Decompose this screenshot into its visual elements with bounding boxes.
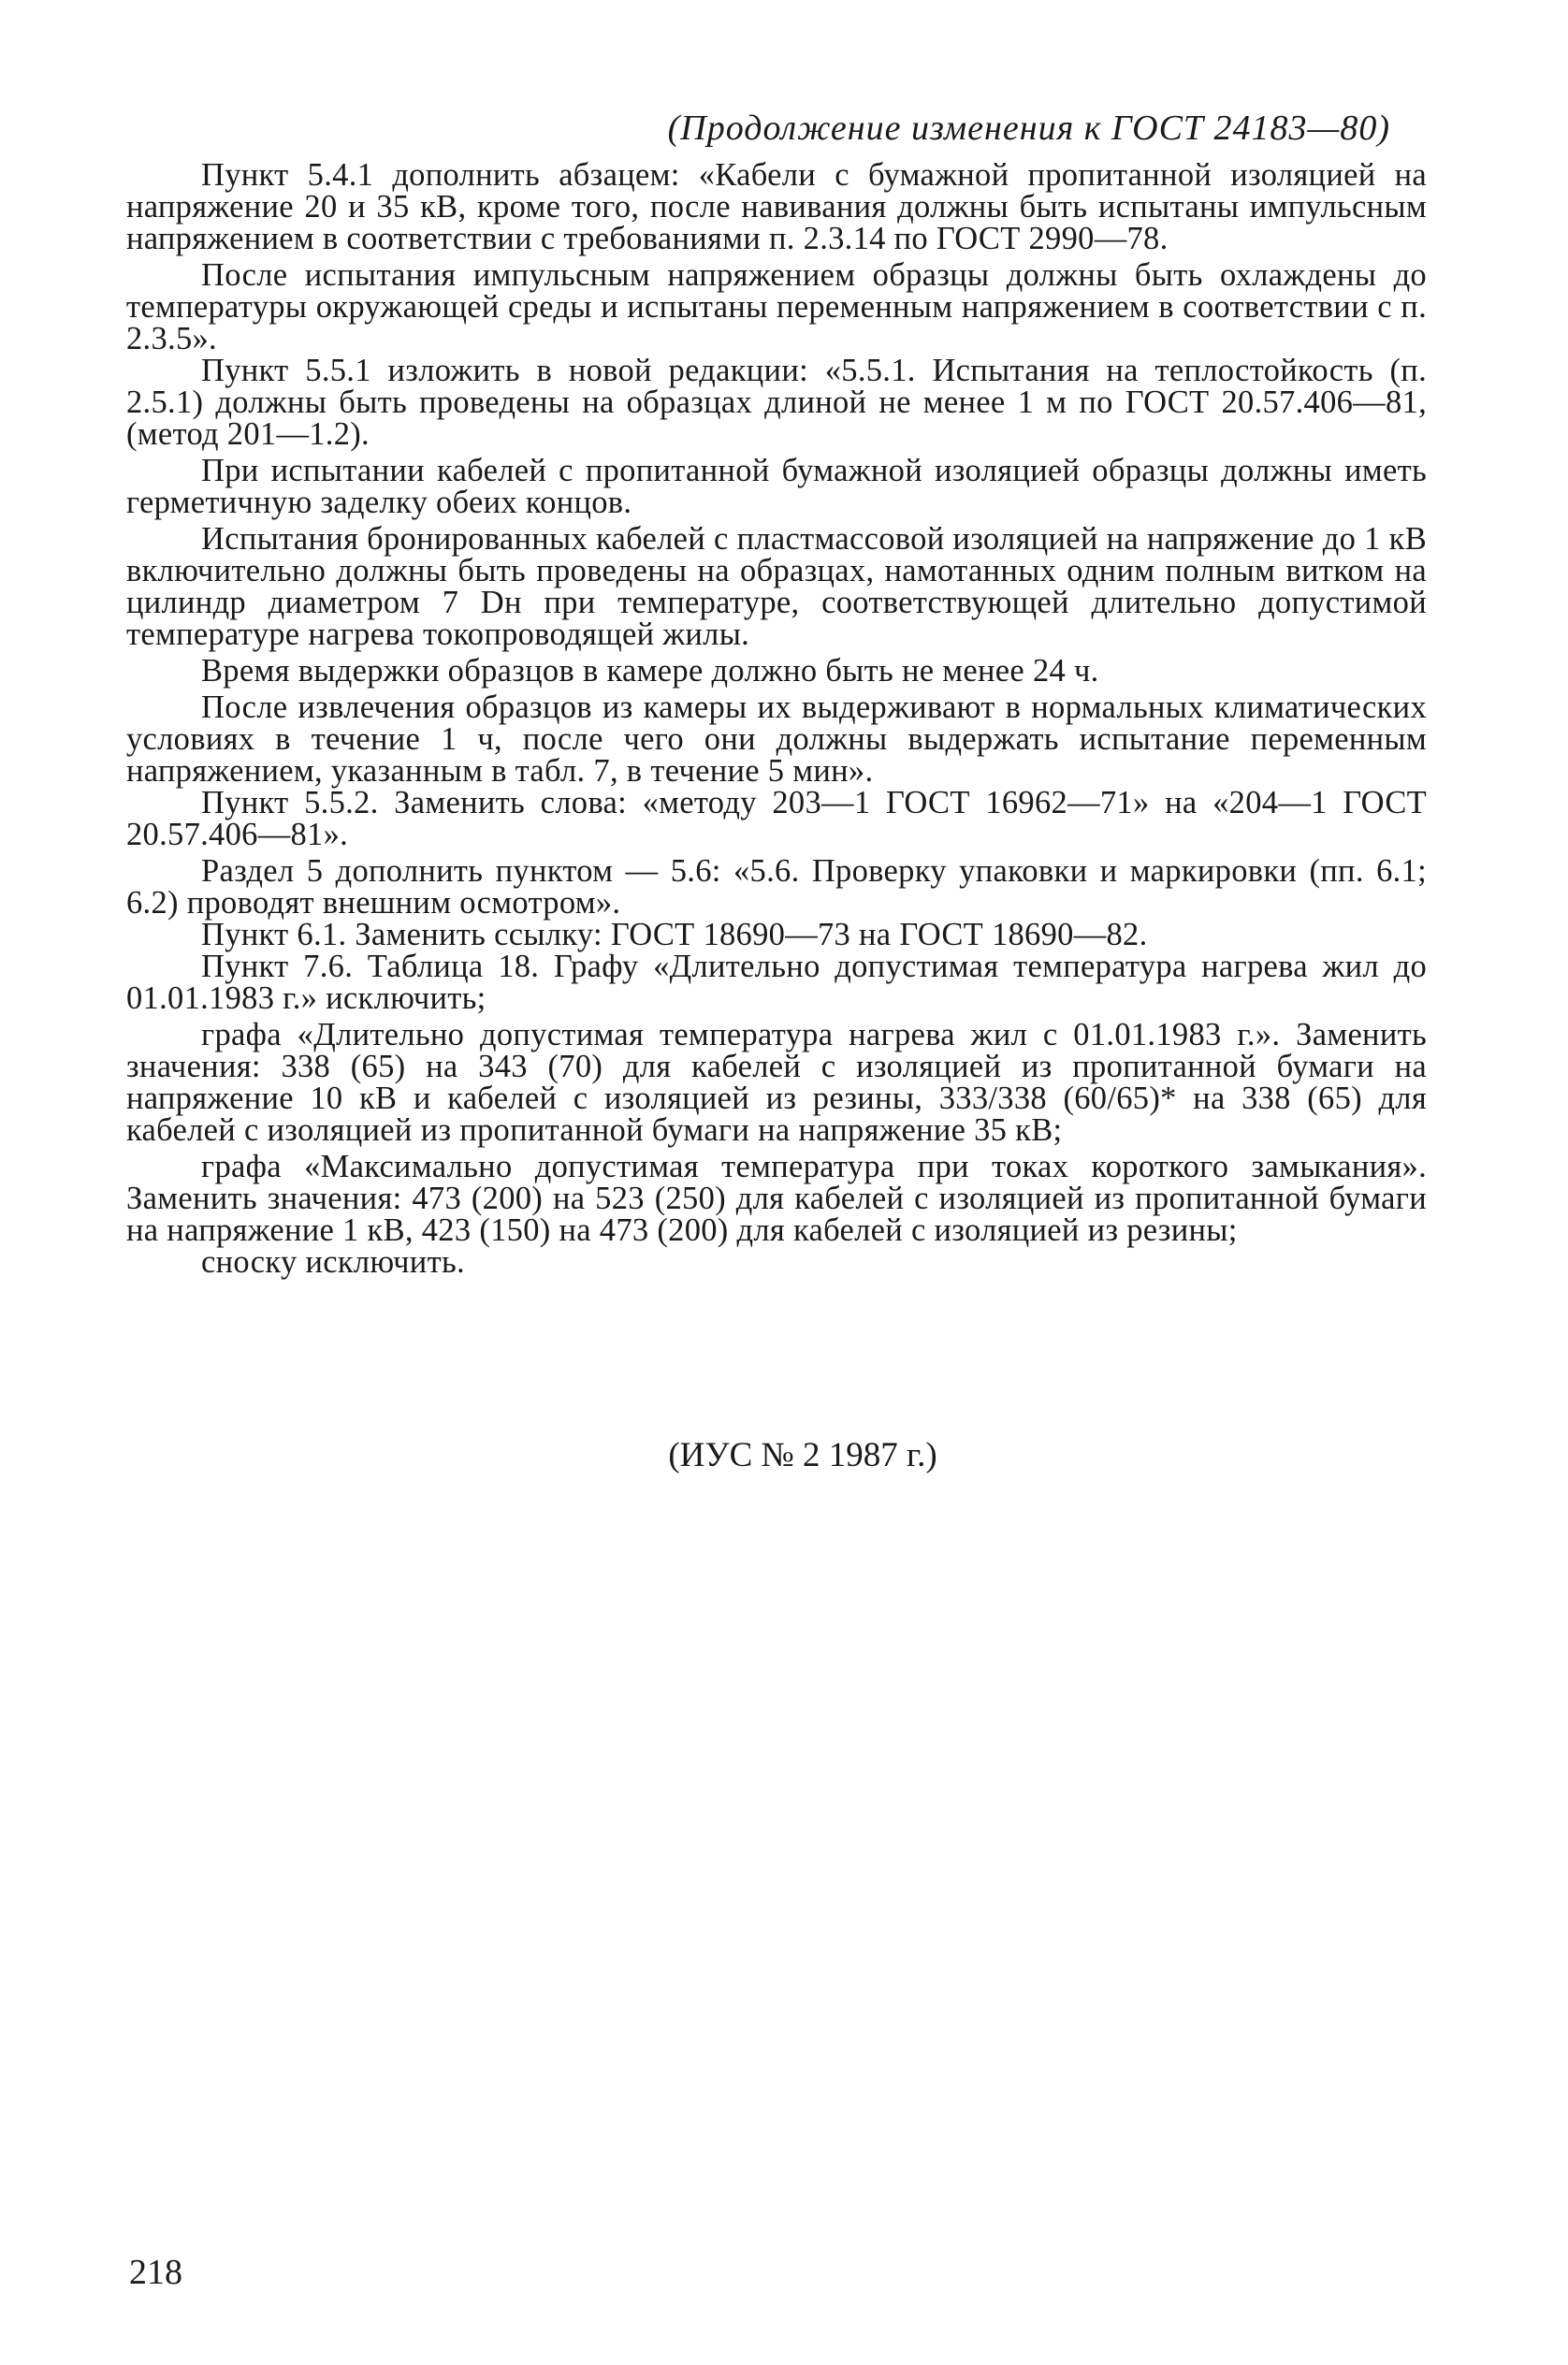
paragraph-section-5-addition: Раздел 5 дополнить пунктом — 5.6: «5.6. Проверку упаковки и маркировки (пп. 6.1; 6.2) проводят внешним осмотром». [126, 853, 1427, 921]
paragraph-column-short-circuit-temp: графа «Максимально допустимая температура при токах короткого замыкания». Заменить значения: 473 (200) на 523 (250) для кабелей с изоляцией из пропитанной бумаги на напряжение 1 кВ, 423 (150) на 473 (200) для кабелей с изоляцией из резины; [126, 1149, 1427, 1248]
paragraph-column-long-term-temp: графа «Длительно допустимая температура нагрева жил с 01.01.1983 г.». Заменить значения: 338 (65) на 343 (70) для кабелей с изоляцией из пропитанной бумаги на напряжение 10 кВ и кабелей с изоляцией из резины, 333/338 (60/65)* на 338 (65) для кабелей с изоляцией из пропитанной бумаги на напряжение 35 кВ; [126, 1017, 1427, 1148]
paragraph-paper-insulation-test: При испытании кабелей с пропитанной бумажной изоляцией образцы должны иметь герметичную заделку обеих концов. [126, 453, 1427, 520]
paragraph-footnote-removal: сноску исключить. [201, 1244, 465, 1280]
paragraph-clause-5-5-2: Пункт 5.5.2. Заменить слова: «методу 203—1 ГОСТ 16962—71» на «204—1 ГОСТ 20.57.406—81». [126, 785, 1427, 852]
source-note: (ИУС № 2 1987 г.) [668, 1436, 937, 1474]
page-number: 218 [129, 2253, 182, 2292]
paragraph-clause-5-4-1: Пункт 5.4.1 дополнить абзацем: «Кабели с бумажной пропитанной изоляцией на напряжение 20 и 35 кВ, кроме того, после навивания должны быть испытаны импульсным напряжением в соответствии с требованиями п. 2.3.14 по ГОСТ 2990—78. [126, 157, 1427, 256]
paragraph-clause-5-5-1: Пункт 5.5.1 изложить в новой редакции: «5.5.1. Испытания на теплостойкость (п. 2.5.1) должны быть проведены на образцах длиной не менее 1 м по ГОСТ 20.57.406—81, (метод 201—1.2). [126, 353, 1427, 452]
paragraph-clause-6-1: Пункт 6.1. Заменить ссылку: ГОСТ 18690—73 на ГОСТ 18690—82. [201, 917, 1148, 952]
paragraph-clause-7-6: Пункт 7.6. Таблица 18. Графу «Длительно допустимая температура нагрева жил до 01.01.1983 г.» исключить; [126, 949, 1427, 1016]
paragraph-armored-cables-test: Испытания бронированных кабелей с пластмассовой изоляцией на напряжение до 1 кВ включительно должны быть проведены на образцах, намотанных одним полным витком на цилиндр диаметром 7 Dн при температуре, соответствующей длительно допустимой температуре нагрева токопроводящей жилы. [126, 521, 1427, 652]
paragraph-after-chamber: После извлечения образцов из камеры их выдерживают в нормальных климатических условиях в течение 1 ч, после чего они должны выдержать испытание переменным напряжением, указанным в табл. 7, в течение 5 мин». [126, 689, 1427, 789]
paragraph-impulse-test: После испытания импульсным напряжением образцы должны быть охлаждены до температуры окружающей среды и испытаны переменным напряжением в соответствии с п. 2.3.5». [126, 257, 1427, 356]
running-head: (Продолжение изменения к ГОСТ 24183—80) [667, 109, 1390, 148]
paragraph-holding-time: Время выдержки образцов в камере должно быть не менее 24 ч. [201, 653, 1099, 689]
body-text [126, 159, 1427, 1278]
